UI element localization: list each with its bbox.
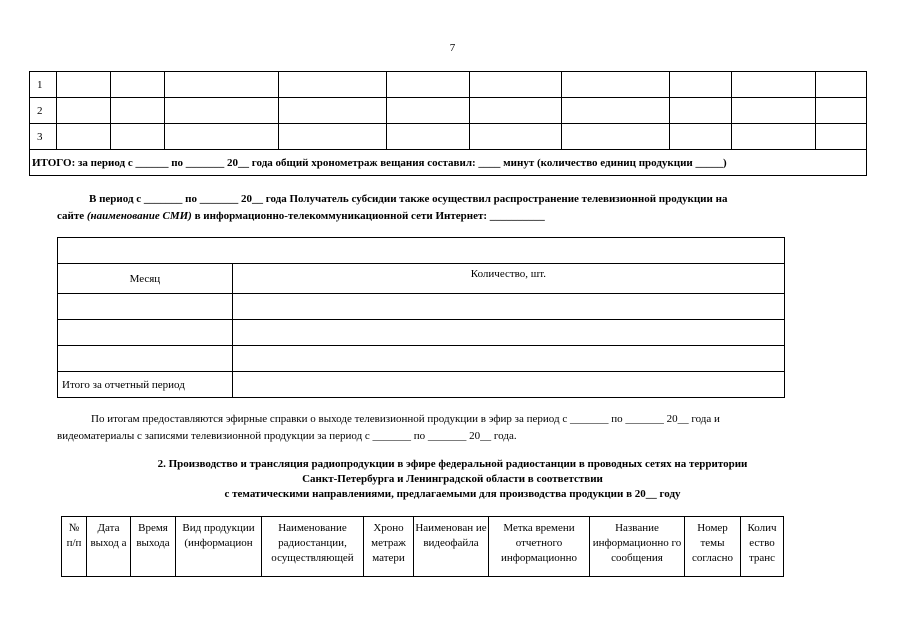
table-row (30, 98, 867, 124)
total-row (58, 372, 785, 398)
table-row (58, 346, 785, 372)
paragraph-reports-line1: По итогам предоставляются эфирные справки о выходе телевизионной продукции в эфир за период с _______ по _______ 20__ года и (91, 413, 720, 425)
section-heading-line1: 2. Производство и трансляция радиопродукции в эфире федеральной радиостанции в проводных сетях на территории (157, 458, 748, 470)
table-title-row (58, 238, 785, 264)
page-number: 7 (449, 42, 456, 54)
section-heading-line2: Санкт-Петербурга и Ленинградской области в соответствии (302, 473, 603, 485)
total-text: ИТОГО: за период с ______ по _______ 20__ года общий хронометраж вещания составил: ____ минут (количество единиц продукции _____) (30, 150, 867, 176)
table-row (30, 124, 867, 150)
paragraph-distribution-line2 (57, 208, 545, 225)
table-header-row (62, 517, 784, 577)
section-heading-line3: с тематическими направлениями, предлагаемыми для производства продукции в 20__ году (224, 488, 681, 500)
table-row (58, 294, 785, 320)
col-message-title-header: Название информационно го сообщения (590, 517, 685, 577)
site-label: сайте (57, 210, 85, 222)
row-number: 2 (30, 98, 57, 124)
quantity-header: Количество, шт. (232, 264, 784, 294)
total-label: Итого за отчетный период (58, 372, 233, 398)
col-videofile-header: Наименован ие видеофайла (414, 517, 489, 577)
col-count-header: Колич ество транс (741, 517, 784, 577)
month-header: Месяц (58, 264, 233, 294)
col-timestamp-header: Метка времени отчетного информационно (489, 517, 590, 577)
col-time-header: Время выхода (131, 517, 176, 577)
col-number-header: № п/п (62, 517, 87, 577)
col-station-header: Наименование радиостанции, осуществляющей (262, 517, 364, 577)
col-date-header: Дата выход а (87, 517, 131, 577)
table-row (30, 72, 867, 98)
col-duration-header: Хроно метраж матери (364, 517, 414, 577)
table-row (58, 320, 785, 346)
internet-label: в информационно-телекоммуникационной сети Интернет: __________ (194, 210, 545, 222)
col-topic-number-header: Номер темы согласно (685, 517, 741, 577)
row-number: 3 (30, 124, 57, 150)
radio-production-table (61, 516, 784, 577)
col-type-header: Вид продукции (информацион (176, 517, 262, 577)
monthly-quantity-table (57, 237, 785, 398)
paragraph-reports-line2: видеоматериалы с записями телевизионной продукции за период с _______ по _______ 20__ года. (57, 430, 517, 442)
broadcast-table (29, 71, 867, 176)
table-header-row (58, 264, 785, 294)
total-row (30, 150, 867, 176)
media-name-placeholder: (наименование СМИ) (86, 210, 192, 222)
row-number: 1 (30, 72, 57, 98)
paragraph-distribution-line1: В период с _______ по _______ 20__ года Получатель субсидии также осуществил распространение телевизионной продукции на (89, 193, 728, 205)
